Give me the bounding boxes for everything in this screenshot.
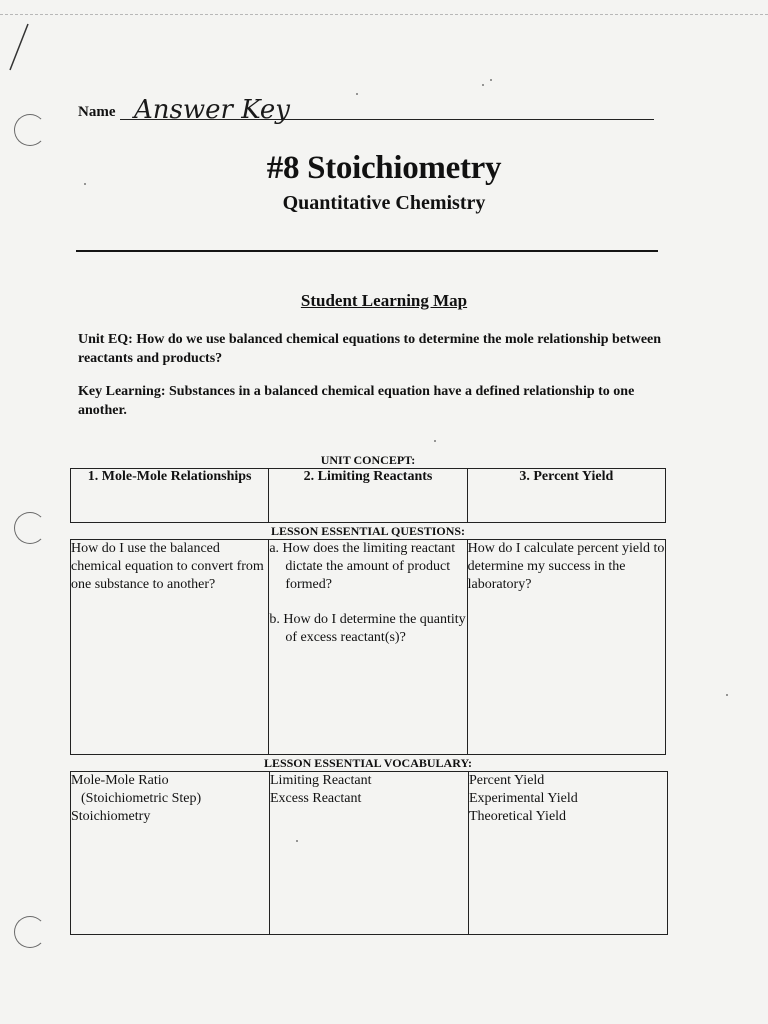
- concept-cell-3: 3. Percent Yield: [467, 469, 665, 523]
- scan-speck: [434, 440, 436, 442]
- key-learning-text: Key Learning: Substances in a balanced chemical equation have a defined relationship to one another.: [78, 384, 635, 418]
- question-percent-yield: How do I calculate percent yield to determine my success in the laboratory?: [467, 541, 665, 592]
- vocab-cell-1: [71, 772, 270, 935]
- vocab-term: Limiting Reactant: [270, 773, 372, 788]
- concept-cell-1: 1. Mole-Mole Relationships: [71, 469, 269, 523]
- pen-slash-mark: [4, 22, 34, 74]
- vocab-term: Excess Reactant: [270, 791, 362, 806]
- essential-questions-label: LESSON ESSENTIAL QUESTIONS:: [270, 524, 466, 538]
- scan-top-edge: [0, 14, 768, 15]
- name-label: Name: [78, 104, 116, 120]
- scan-speck: [84, 183, 86, 185]
- unit-concept-table: [70, 468, 666, 523]
- punch-hole-top: [14, 114, 46, 146]
- vocab-term: Mole-Mole Ratio: [71, 773, 169, 788]
- scan-speck: [726, 694, 728, 696]
- scan-speck: [356, 93, 358, 95]
- question-mole-mole: How do I use the balanced chemical equation to convert from one substance to another?: [71, 541, 264, 592]
- vocab-term: Stoichiometry: [71, 809, 151, 824]
- header-divider: [76, 250, 658, 252]
- vocab-term: Percent Yield: [469, 773, 545, 788]
- handwritten-name-text: Answer Key: [134, 95, 290, 125]
- vocab-cell-3: [469, 772, 668, 935]
- worksheet-subtitle: Quantitative Chemistry: [282, 192, 486, 214]
- concept-cell-2: 2. Limiting Reactants: [269, 469, 467, 523]
- name-field: [78, 95, 654, 128]
- question-limiting-b: b. How do I determine the quantity of excess reactant(s)?: [269, 612, 466, 645]
- vocab-term: Theoretical Yield: [469, 809, 567, 824]
- scan-speck: [490, 79, 492, 81]
- punch-hole-middle: [14, 512, 46, 544]
- question-cell-1: [71, 540, 269, 755]
- unit-concept-label: UNIT CONCEPT:: [320, 453, 416, 467]
- vocab-term: (Stoichiometric Step): [81, 791, 202, 806]
- essential-questions-table: [70, 539, 666, 755]
- worksheet-title: #8 Stoichiometry: [266, 150, 502, 186]
- essential-vocabulary-label: LESSON ESSENTIAL VOCABULARY:: [263, 756, 473, 770]
- learning-map-heading: Student Learning Map: [300, 291, 468, 310]
- unit-eq-text: Unit EQ: How do we use balanced chemical equations to determine the mole relationship between reactants and products?: [78, 332, 662, 366]
- handwritten-name: [130, 84, 370, 130]
- question-cell-2: [269, 540, 467, 755]
- scan-speck: [482, 84, 484, 86]
- scan-speck: [296, 840, 298, 842]
- vocab-cell-2: [270, 772, 469, 935]
- essential-vocabulary-table: [70, 771, 668, 935]
- vocab-term: Experimental Yield: [469, 791, 578, 806]
- question-cell-3: [467, 540, 665, 755]
- question-limiting-a: a. How does the limiting reactant dictate the amount of product formed?: [269, 541, 456, 592]
- punch-hole-bottom: [14, 916, 46, 948]
